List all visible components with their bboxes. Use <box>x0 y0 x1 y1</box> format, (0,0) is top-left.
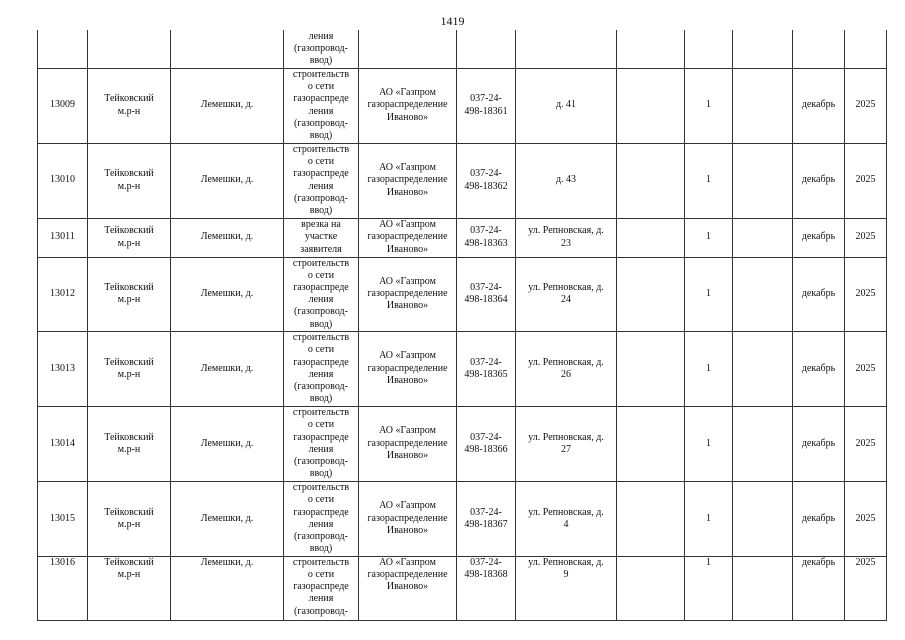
cell-address: ул. Репновская, д. 24 <box>516 257 617 331</box>
cell-num: 13015 <box>38 481 88 556</box>
cell-locality: Лемешки, д. <box>171 331 284 406</box>
cell-district: Тейковский м.р-н <box>88 68 171 143</box>
cell-district: Тейковский м.р-н <box>88 406 171 481</box>
cell-month: декабрь <box>793 556 845 620</box>
cell-qty: 1 <box>685 218 733 257</box>
cell-org: АО «Газпром газораспределение Иваново» <box>359 218 457 257</box>
cell-code: 037-24- 498-18364 <box>457 257 516 331</box>
cell-year <box>845 30 887 68</box>
cell-locality: Лемешки, д. <box>171 406 284 481</box>
cell-empty-1 <box>617 406 685 481</box>
cell-locality <box>171 30 284 68</box>
cell-empty-1 <box>617 331 685 406</box>
cell-empty-2 <box>733 68 793 143</box>
registry-table <box>37 30 887 621</box>
cell-empty-1 <box>617 257 685 331</box>
cell-locality: Лемешки, д. <box>171 143 284 218</box>
cell-empty-2 <box>733 143 793 218</box>
cell-month: декабрь <box>793 143 845 218</box>
cell-num: 13010 <box>38 143 88 218</box>
cell-empty-2 <box>733 556 793 620</box>
cell-num: 13013 <box>38 331 88 406</box>
cell-qty: 1 <box>685 331 733 406</box>
cell-year: 2025 <box>845 68 887 143</box>
cell-org: АО «Газпром газораспределение Иваново» <box>359 143 457 218</box>
cell-qty <box>685 30 733 68</box>
cell-empty-2 <box>733 257 793 331</box>
cell-qty: 1 <box>685 556 733 620</box>
cell-empty-1 <box>617 143 685 218</box>
cell-empty-2 <box>733 218 793 257</box>
table-row <box>38 331 887 406</box>
cell-address <box>516 30 617 68</box>
cell-district: Тейковский м.р-н <box>88 257 171 331</box>
cell-locality: Лемешки, д. <box>171 257 284 331</box>
cell-org <box>359 30 457 68</box>
table-body <box>38 30 887 620</box>
cell-qty: 1 <box>685 406 733 481</box>
cell-empty-1 <box>617 68 685 143</box>
cell-month: декабрь <box>793 257 845 331</box>
cell-district <box>88 30 171 68</box>
table-row <box>38 143 887 218</box>
cell-code <box>457 30 516 68</box>
cell-num: 13016 <box>38 556 88 620</box>
table-row <box>38 257 887 331</box>
table-row <box>38 481 887 556</box>
cell-empty-2 <box>733 406 793 481</box>
cell-address: д. 41 <box>516 68 617 143</box>
cell-code: 037-24- 498-18366 <box>457 406 516 481</box>
table-row <box>38 218 887 257</box>
cell-month: декабрь <box>793 68 845 143</box>
cell-empty-1 <box>617 30 685 68</box>
cell-month: декабрь <box>793 406 845 481</box>
cell-year: 2025 <box>845 331 887 406</box>
table-row <box>38 68 887 143</box>
cell-qty: 1 <box>685 68 733 143</box>
cell-district: Тейковский м.р-н <box>88 556 171 620</box>
cell-district: Тейковский м.р-н <box>88 481 171 556</box>
table-row-partial-top <box>38 30 887 68</box>
cell-num: 13011 <box>38 218 88 257</box>
cell-num: 13012 <box>38 257 88 331</box>
cell-code: 037-24- 498-18367 <box>457 481 516 556</box>
cell-num: 13009 <box>38 68 88 143</box>
cell-locality: Лемешки, д. <box>171 556 284 620</box>
cell-work-type: строительств о сети газораспреде ления (газопровод- ввод) <box>284 406 359 481</box>
cell-year: 2025 <box>845 143 887 218</box>
cell-address: ул. Репновская, д. 4 <box>516 481 617 556</box>
cell-empty-2 <box>733 481 793 556</box>
cell-code: 037-24- 498-18365 <box>457 331 516 406</box>
cell-month <box>793 30 845 68</box>
cell-num <box>38 30 88 68</box>
cell-org: АО «Газпром газораспределение Иваново» <box>359 331 457 406</box>
cell-locality: Лемешки, д. <box>171 218 284 257</box>
cell-qty: 1 <box>685 143 733 218</box>
cell-empty-1 <box>617 481 685 556</box>
cell-code: 037-24- 498-18362 <box>457 143 516 218</box>
cell-address: ул. Репновская, д. 26 <box>516 331 617 406</box>
cell-num: 13014 <box>38 406 88 481</box>
cell-org: АО «Газпром газораспределение Иваново» <box>359 68 457 143</box>
cell-address: ул. Репновская, д. 23 <box>516 218 617 257</box>
cell-locality: Лемешки, д. <box>171 481 284 556</box>
cell-address: д. 43 <box>516 143 617 218</box>
cell-org: АО «Газпром газораспределение Иваново» <box>359 556 457 620</box>
cell-work-type: ления (газопровод- ввод) <box>284 30 359 68</box>
cell-address: ул. Репновская, д. 27 <box>516 406 617 481</box>
cell-empty-1 <box>617 218 685 257</box>
cell-work-type: строительств о сети газораспреде ления (газопровод- ввод) <box>284 257 359 331</box>
cell-month: декабрь <box>793 218 845 257</box>
cell-address: ул. Репновская, д. 9 <box>516 556 617 620</box>
cell-qty: 1 <box>685 257 733 331</box>
cell-month: декабрь <box>793 481 845 556</box>
table-row <box>38 556 887 620</box>
cell-empty-2 <box>733 331 793 406</box>
cell-year: 2025 <box>845 481 887 556</box>
page-number: 1419 <box>440 14 465 28</box>
cell-org: АО «Газпром газораспределение Иваново» <box>359 406 457 481</box>
cell-work-type: врезка на участке заявителя <box>284 218 359 257</box>
cell-year: 2025 <box>845 218 887 257</box>
cell-year: 2025 <box>845 556 887 620</box>
cell-year: 2025 <box>845 406 887 481</box>
cell-work-type: строительств о сети газораспреде ления (газопровод- <box>284 556 359 620</box>
cell-work-type: строительств о сети газораспреде ления (газопровод- ввод) <box>284 331 359 406</box>
cell-locality: Лемешки, д. <box>171 68 284 143</box>
cell-qty: 1 <box>685 481 733 556</box>
cell-code: 037-24- 498-18368 <box>457 556 516 620</box>
cell-empty-2 <box>733 30 793 68</box>
cell-year: 2025 <box>845 257 887 331</box>
cell-month: декабрь <box>793 331 845 406</box>
cell-district: Тейковский м.р-н <box>88 143 171 218</box>
cell-work-type: строительств о сети газораспреде ления (газопровод- ввод) <box>284 481 359 556</box>
table-row <box>38 406 887 481</box>
cell-org: АО «Газпром газораспределение Иваново» <box>359 481 457 556</box>
cell-work-type: строительств о сети газораспреде ления (газопровод- ввод) <box>284 68 359 143</box>
cell-empty-1 <box>617 556 685 620</box>
cell-district: Тейковский м.р-н <box>88 331 171 406</box>
cell-code: 037-24- 498-18361 <box>457 68 516 143</box>
cell-code: 037-24- 498-18363 <box>457 218 516 257</box>
cell-work-type: строительств о сети газораспреде ления (газопровод- ввод) <box>284 143 359 218</box>
cell-org: АО «Газпром газораспределение Иваново» <box>359 257 457 331</box>
cell-district: Тейковский м.р-н <box>88 218 171 257</box>
